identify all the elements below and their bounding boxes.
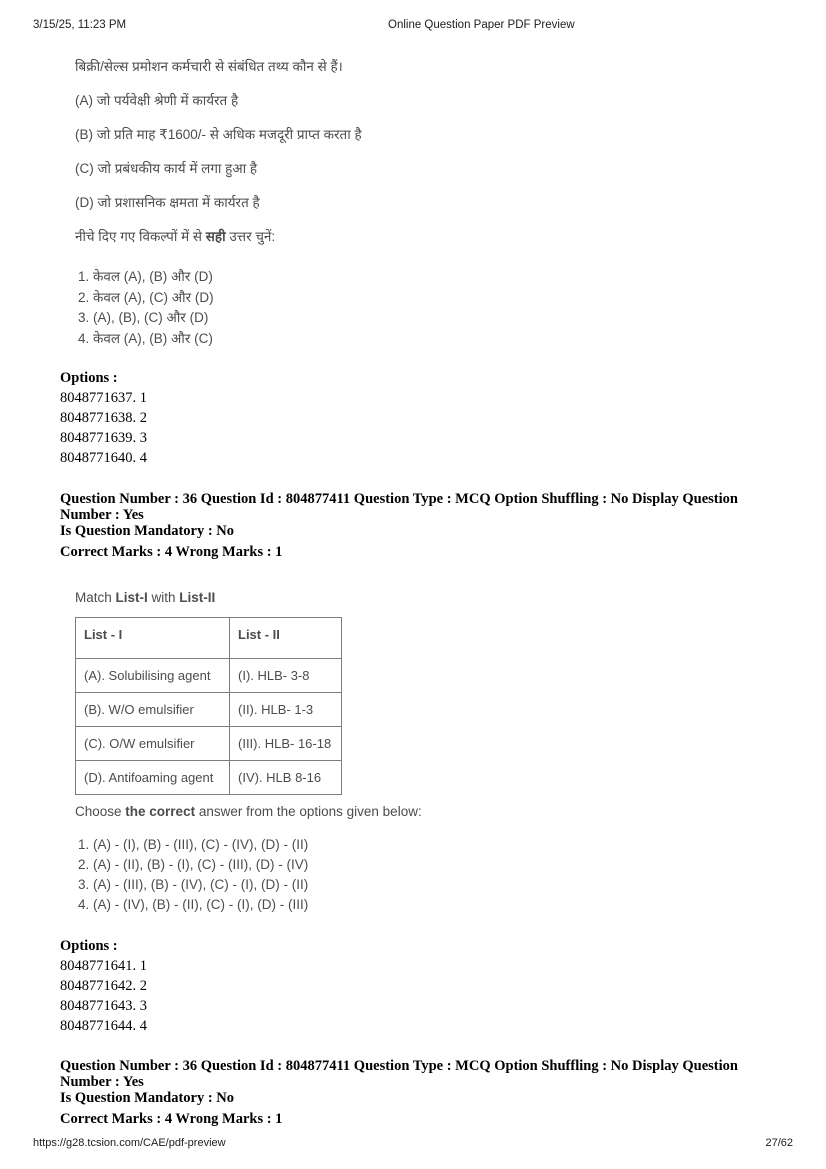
choose-bold-word: the correct	[125, 804, 196, 819]
option-id: 8048771639. 3	[60, 430, 147, 446]
meta-line-2: Is Question Mandatory : No	[60, 523, 235, 539]
option-id: 8048771643. 3	[60, 998, 147, 1014]
choice-1: 1. केवल (A), (B) और (D)	[78, 269, 213, 284]
table-cell: (A). Solubilising agent	[76, 659, 230, 693]
option-id: 8048771638. 2	[60, 410, 147, 426]
choose-prefix: Choose	[75, 804, 126, 819]
page-title: Online Question Paper PDF Preview	[388, 19, 575, 31]
print-footer	[33, 1137, 793, 1151]
table-cell: (D). Antifoaming agent	[76, 761, 230, 795]
statement-c: (C) जो प्रबंधकीय कार्य में लगा हुआ है	[75, 161, 258, 176]
option-id: 8048771644. 4	[60, 1018, 147, 1034]
choice-3: 3. (A), (B), (C) और (D)	[78, 310, 209, 325]
match-list2-label: List-II	[179, 590, 216, 605]
options-label-2: Options :	[60, 938, 118, 954]
meta-line-1: Question Number : 36 Question Id : 804877411 Question Type : MCQ Option Shuffling : No Display Question Number : Yes	[60, 491, 738, 523]
instruction-bold-word: सही	[205, 229, 226, 244]
options-label-1: Options :	[60, 370, 118, 386]
table-cell: (C). O/W emulsifier	[76, 727, 230, 761]
match-list1-label: List-I	[115, 590, 148, 605]
choice-1: 1. (A) - (I), (B) - (III), (C) - (IV), (D) - (II)	[78, 837, 309, 852]
document-body	[60, 58, 772, 1127]
hindi-choice-list	[78, 267, 772, 349]
instruction-suffix: उत्तर चुनें:	[225, 229, 276, 244]
table-header-row	[76, 618, 342, 659]
table-row	[76, 761, 342, 795]
choice-4: 4. (A) - (IV), (B) - (II), (C) - (I), (D) - (III)	[78, 897, 309, 912]
table-row	[76, 693, 342, 727]
table-header-list1: List - I	[76, 618, 230, 659]
option-id: 8048771640. 4	[60, 450, 147, 466]
statement-a: (A) जो पर्यवेक्षी श्रेणी में कार्यरत है	[75, 93, 239, 108]
instruction-line	[75, 228, 772, 246]
choose-suffix: answer from the options given below:	[195, 804, 422, 819]
meta-line-1: Question Number : 36 Question Id : 804877411 Question Type : MCQ Option Shuffling : No Display Question Number : Yes	[60, 1058, 738, 1090]
table-cell: (B). W/O emulsifier	[76, 693, 230, 727]
meta-line-3: Correct Marks : 4 Wrong Marks : 1	[60, 544, 283, 560]
table-row	[76, 727, 342, 761]
header-datetime: 3/15/25, 11:23 PM	[33, 19, 127, 31]
statement-b: (B) जो प्रति माह ₹1600/- से अधिक मजदूरी प्राप्त करता है	[75, 127, 362, 142]
meta-line-2: Is Question Mandatory : No	[60, 1090, 235, 1106]
option-id: 8048771637. 1	[60, 390, 147, 406]
match-table	[75, 617, 342, 795]
instruction-prefix: नीचे दिए गए विकल्पों में से	[75, 229, 206, 244]
choose-instruction	[75, 804, 772, 819]
meta-line-3: Correct Marks : 4 Wrong Marks : 1	[60, 1111, 283, 1127]
choice-2: 2. (A) - (II), (B) - (I), (C) - (III), (D) - (IV)	[78, 857, 309, 872]
table-cell: (I). HLB- 3-8	[230, 659, 342, 693]
print-header	[33, 19, 793, 35]
question-meta-2	[60, 1058, 772, 1127]
footer-url: https://g28.tcsion.com/CAE/pdf-preview	[33, 1137, 226, 1149]
choice-3: 3. (A) - (III), (B) - (IV), (C) - (I), (D) - (II)	[78, 877, 309, 892]
match-heading	[75, 590, 772, 605]
statement-d: (D) जो प्रशासनिक क्षमता में कार्यरत है	[75, 195, 260, 210]
question-stem-hindi: बिक्री/सेल्स प्रमोशन कर्मचारी से संबंधित तथ्य कौन से हैं।	[75, 59, 343, 74]
option-id: 8048771642. 2	[60, 978, 147, 994]
match-middle: with	[147, 590, 180, 605]
table-cell: (III). HLB- 16-18	[230, 727, 342, 761]
footer-page-indicator: 27/62	[765, 1137, 793, 1149]
table-cell: (IV). HLB 8-16	[230, 761, 342, 795]
option-id: 8048771641. 1	[60, 958, 147, 974]
choice-4: 4. केवल (A), (B) और (C)	[78, 330, 213, 346]
question-meta-1	[60, 491, 772, 560]
table-cell: (II). HLB- 1-3	[230, 693, 342, 727]
table-row	[76, 659, 342, 693]
table-header-list2: List - II	[230, 618, 342, 659]
match-choice-list	[78, 835, 772, 915]
match-prefix: Match	[75, 590, 116, 605]
choice-2: 2. केवल (A), (C) और (D)	[78, 289, 214, 305]
